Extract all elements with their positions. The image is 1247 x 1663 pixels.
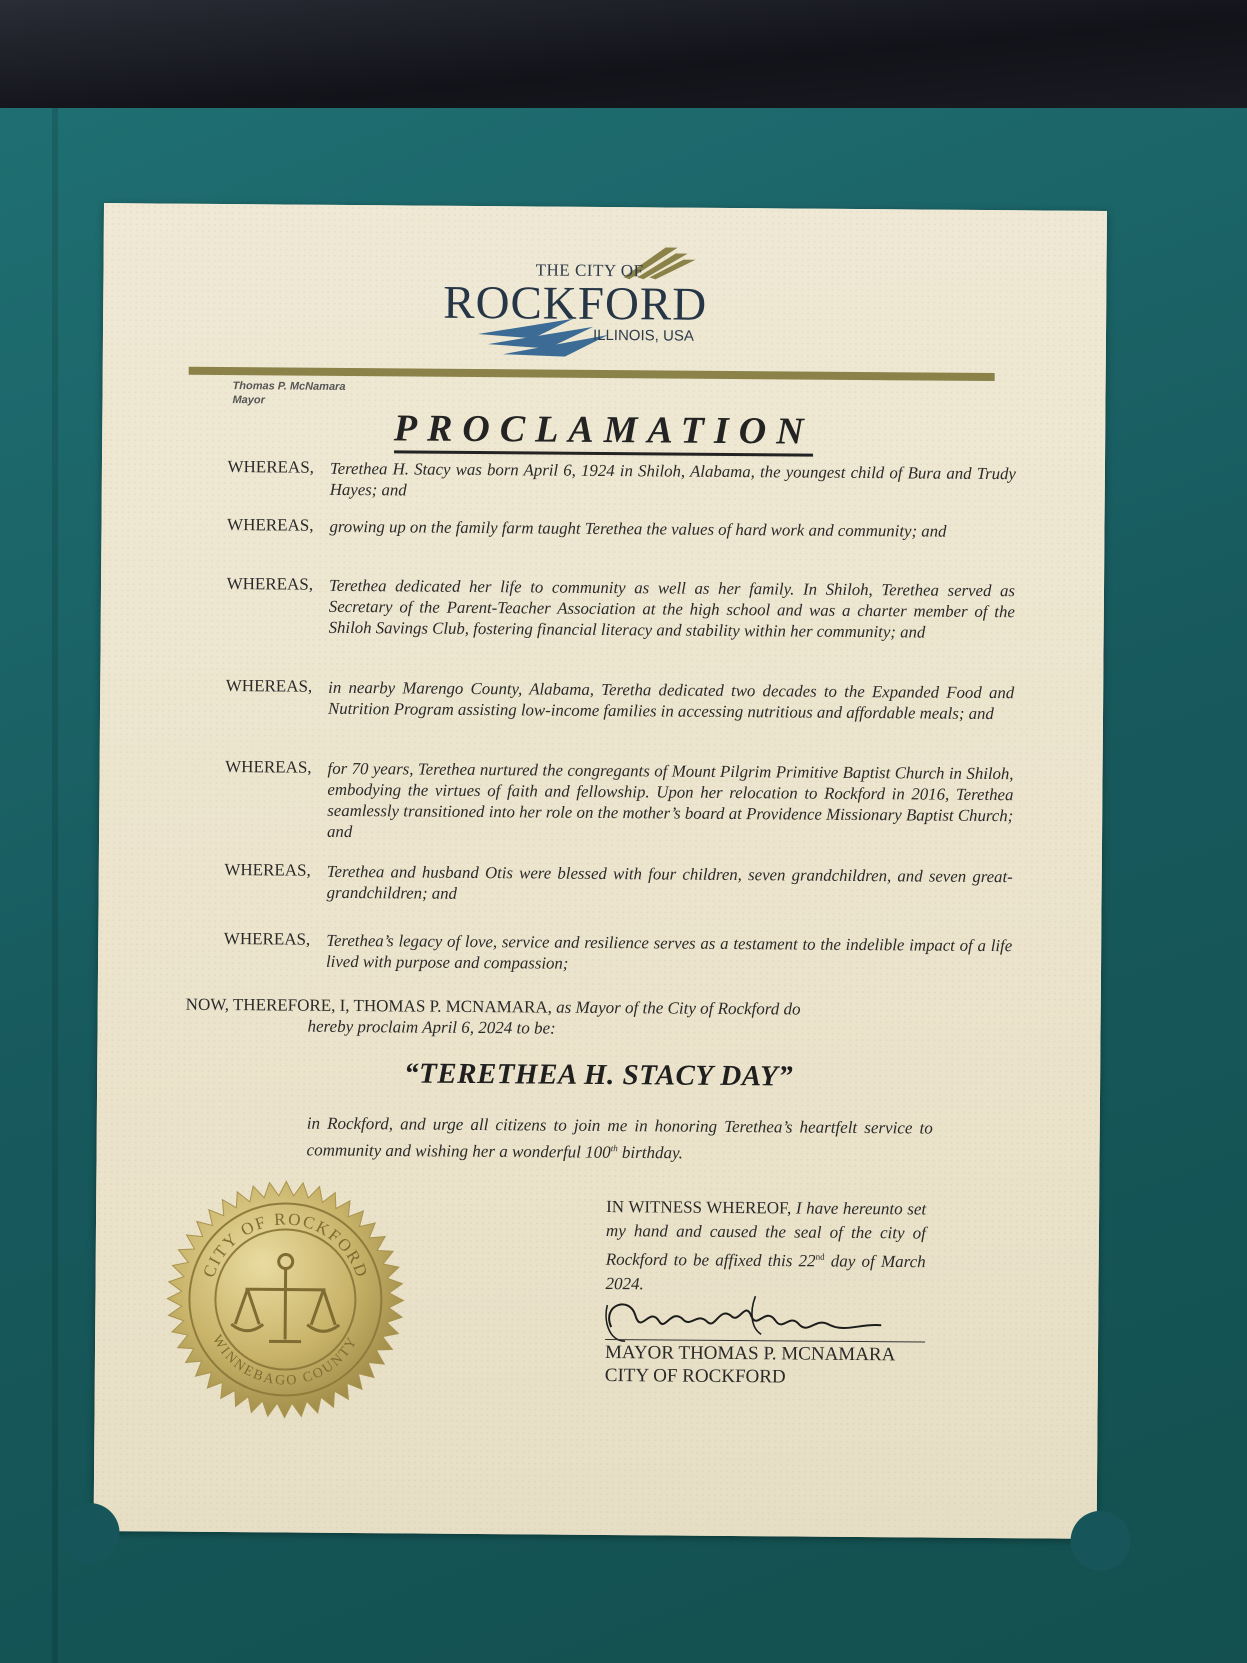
table-background <box>0 0 1247 120</box>
whereas-keyword: WHEREAS, <box>227 457 315 477</box>
folder-corner-slot-left <box>59 1503 119 1563</box>
folder-crease <box>52 108 58 1663</box>
now-therefore-clause <box>185 994 925 1042</box>
whereas-clause-2 <box>202 515 1022 541</box>
city-name-wordmark: ROCKFORD <box>443 276 708 331</box>
whereas-keyword: WHEREAS, <box>223 929 311 949</box>
whereas-text: in nearby Marengo County, Alabama, Teretha dedicated two decades to the Expanded Food and Nutrition Program assisting low-income families in accessing nutritious and affordable meals; and <box>327 677 1015 724</box>
whereas-text: Terethea’s legacy of love, service and resilience serves as a testament to the indelible impact of a life lived with purpose and compassion; <box>325 930 1013 973</box>
proclaimed-day-title: “TERETHEA H. STACY DAY” <box>404 1057 794 1093</box>
witness-text-end: day of March 2024. <box>605 1251 926 1293</box>
city-letterhead-logo <box>443 246 764 359</box>
whereas-keyword: WHEREAS, <box>225 757 312 777</box>
seal-bottom-text: WINNEBAGO COUNTY <box>209 1332 362 1389</box>
document-title <box>102 404 1105 456</box>
whereas-clause-6 <box>199 860 1019 903</box>
folder-corner-slot-right <box>1070 1511 1130 1571</box>
signature-title: MAYOR THOMAS P. MCNAMARA <box>604 1342 896 1366</box>
urge-text-end: birthday. <box>617 1142 683 1163</box>
whereas-clause-1 <box>202 457 1022 500</box>
witness-text: I have hereunto set my hand and caused the seal of the city of Rockford to be affixed this 22 <box>605 1198 927 1271</box>
now-therefore-lead: NOW, THEREFORE, I, THOMAS P. MCNAMARA, <box>185 994 552 1017</box>
whereas-clause-3 <box>201 574 1021 642</box>
whereas-text: Terethea H. Stacy was born April 6, 1924 in Shiloh, Alabama, the youngest child of Bura and Trudy Hayes; and <box>329 458 1016 500</box>
urge-text: in Rockford, and urge all citizens to join me in honoring Terethea’s heartfelt service to community and wishing her a wonderful 100 <box>306 1113 933 1162</box>
witness-lead: IN WITNESS WHEREOF, <box>606 1197 792 1218</box>
the-city-of-label: THE CITY OF <box>535 260 644 281</box>
urge-citizens-paragraph <box>306 1113 932 1167</box>
mayor-signature <box>599 1285 889 1347</box>
whereas-clause-5 <box>200 757 1020 842</box>
mayor-header-title: Mayor <box>232 394 265 407</box>
whereas-text: growing up on the family farm taught Terethea the values of hard work and community; and <box>329 516 947 541</box>
urge-ordinal-suffix: th <box>610 1143 618 1154</box>
seal-top-text: CITY OF ROCKFORD <box>199 1209 373 1281</box>
witness-ordinal-suffix: nd <box>815 1251 825 1262</box>
city-seal <box>164 1179 406 1421</box>
whereas-keyword: WHEREAS, <box>224 860 311 880</box>
whereas-text: Terethea and husband Otis were blessed with four children, seven grandchildren, and seven great-grandchildren; and <box>326 861 1013 903</box>
proclamation-document <box>94 203 1107 1539</box>
signature-city: CITY OF ROCKFORD <box>604 1365 786 1388</box>
state-label: ILLINOIS, USA <box>592 326 694 345</box>
whereas-text: Terethea dedicated her life to community as well as her family. In Shiloh, Terethea served as Secretary of the Parent-Teacher Association at the high school and was a charter member of the Shiloh Savings Club, fostering financial literacy and stability within her community; and <box>328 575 1016 642</box>
whereas-clause-4 <box>200 676 1020 724</box>
mayor-header <box>232 379 345 408</box>
witness-paragraph <box>605 1195 926 1298</box>
whereas-text: for 70 years, Terethea nurtured the congregants of Mount Pilgrim Primitive Baptist Church in Shiloh, embodying the virtues of faith and fellowship. Upon her relocation to Rockford in 2016, Terethea seamlessly transitioned into her role on the mother’s board at Providence Missionary Baptist Church; and <box>327 758 1014 842</box>
whereas-keyword: WHEREAS, <box>226 574 314 594</box>
whereas-keyword: WHEREAS, <box>225 676 313 696</box>
now-therefore-line2: hereby proclaim April 6, 2024 to be: <box>307 1016 556 1038</box>
mayor-header-name: Thomas P. McNamara <box>232 380 346 393</box>
now-therefore-rest: as Mayor of the City of Rockford do <box>551 997 801 1019</box>
document-title-text: PROCLAMATION <box>394 407 814 456</box>
whereas-clause-7 <box>198 929 1018 973</box>
signature-block <box>605 1341 896 1389</box>
whereas-keyword: WHEREAS, <box>226 515 314 535</box>
